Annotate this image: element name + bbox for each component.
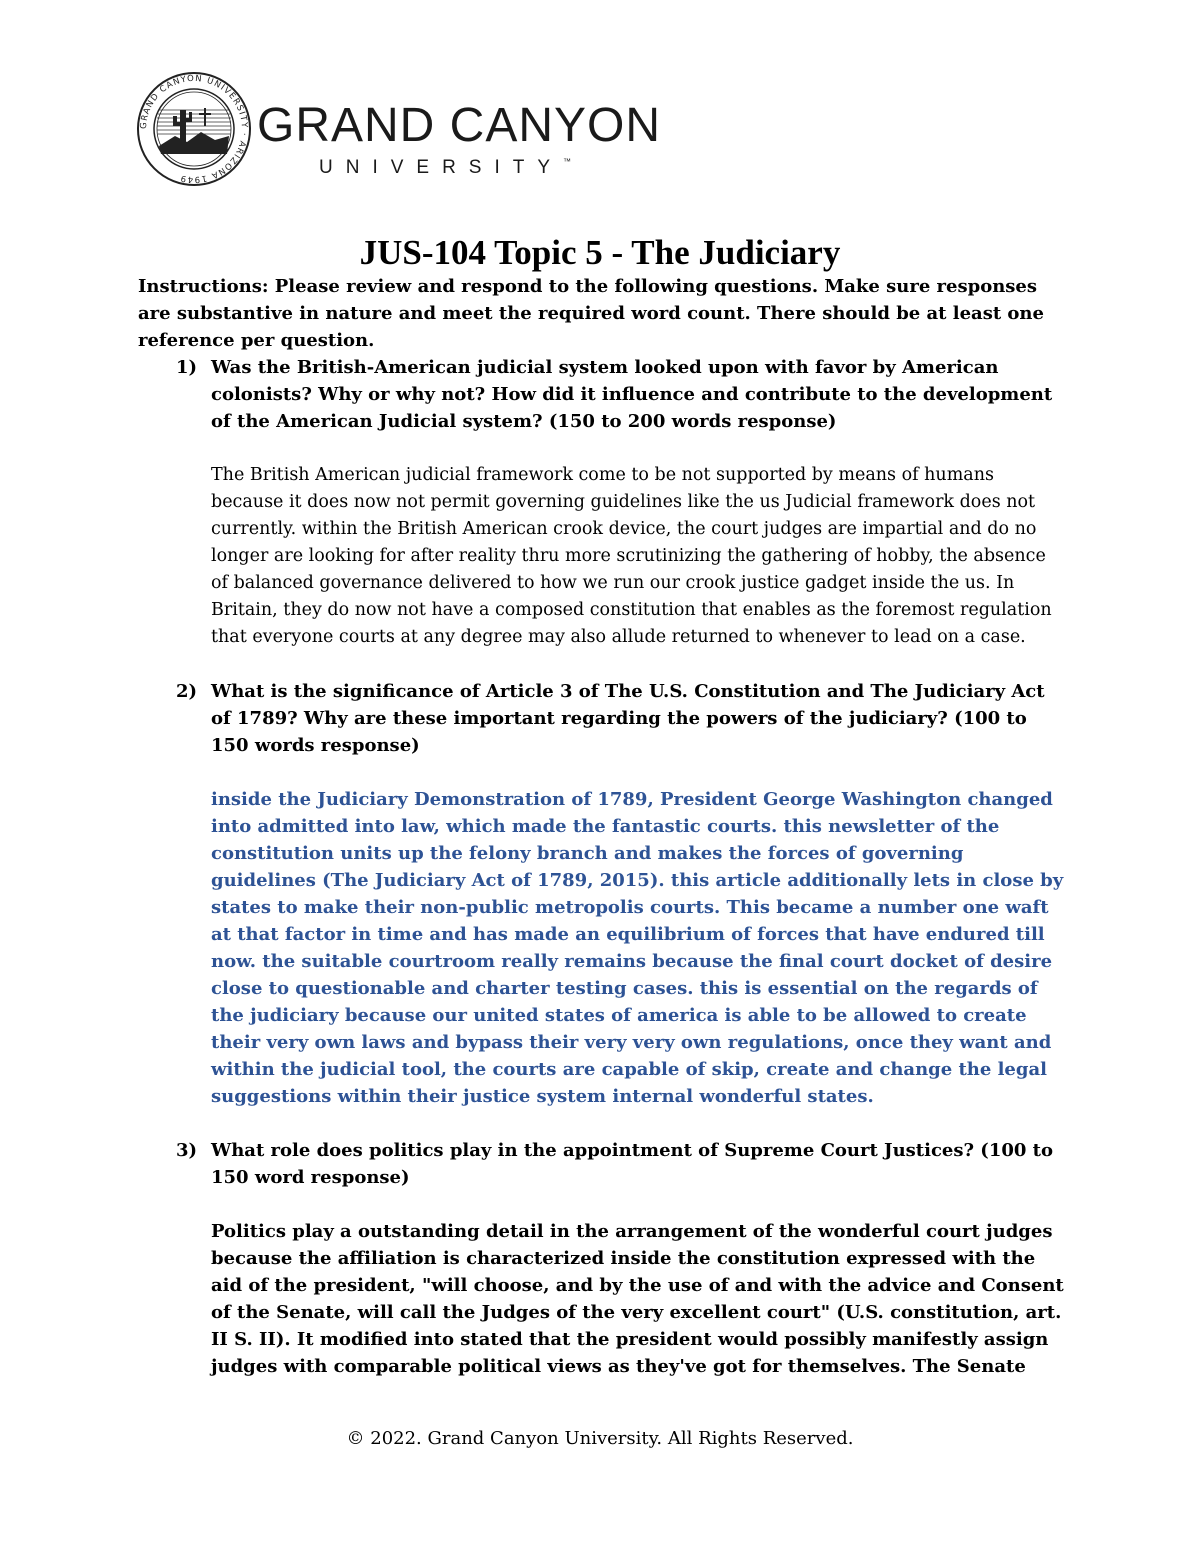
question-number: 2) [176,681,198,702]
question-text: What role does politics play in the appointment of Supreme Court Justices? (100 to 150 word response) [211,1140,1053,1188]
logo-name-bottom: UNIVERSITY™ [319,157,572,178]
university-seal-icon [135,70,253,188]
question-1 [138,354,1068,435]
question-2 [138,678,1068,759]
question-text: What is the significance of Article 3 of The U.S. Constitution and The Judiciary Act of 1789? Why are these important regarding the powers of the judiciary? (100 to 150 words response) [211,681,1045,756]
question-text: Was the British-American judicial system looked upon with favor by American colonists? Why or why not? How did it influence and contribute to the development of the American Judicial system? (150 to 200 words response) [211,357,1053,432]
question-3 [138,1137,1068,1191]
answer-2: inside the Judiciary Demonstration of 1789, President George Washington changed into admitted into law, which made the fantastic courts. this newsletter of the constitution units up the felony branch and makes the forces of governing guidelines (The Judiciary Act of 1789, 2015). this article additionally lets in close by states to make their non-public metropolis courts. This became a number one waft at that factor in time and has made an equilibrium of forces that have endured till now. the suitable courtroom really remains because the final court docket of desire close to questionable and charter testing cases. this is essential on the regards of the judiciary because our united states of america is able to be allowed to create their very own laws and bypass their very very own regulations, once they want and within the judicial tool, the courts are capable of skip, create and change the legal suggestions within their justice system internal wonderful states. [211,789,1064,1107]
copyright-footer: © 2022. Grand Canyon University. All Rights Reserved. [346,1428,854,1449]
question-number: 1) [176,357,198,378]
logo-name-top: GRAND CANYON [257,99,662,152]
document-body [138,273,1068,1380]
question-number: 3) [176,1140,198,1161]
svg-text:GRAND CANYON UNIVERSITY · ARIZ: GRAND CANYON UNIVERSITY · ARIZONA 1949 [138,73,250,185]
instructions: Instructions: Please review and respond to the following questions. Make sure responses are substantive in nature and meet the required word count. There should be at least one reference per question. [138,276,1044,351]
answer-3: Politics play a outstanding detail in the arrangement of the wonderful court judges because the affiliation is characterized inside the constitution expressed with the aid of the president, "will choose, and by the use of and with the advice and Consent of the Senate, will call the Judges of the very excellent court" (U.S. constitution, art. II S. II). It modified into stated that the president would possibly manifestly assign judges with comparable political views as they've got for themselves. The Senate [211,1221,1064,1377]
university-logo [135,70,662,190]
answer-1: The British American judicial framework come to be not supported by means of humans because it does now not permit governing guidelines like the us Judicial framework does not currently. within the British American crook device, the court judges are impartial and do no longer are looking for after reality thru more scrutinizing the gathering of hobby, the absence of balanced governance delivered to how we run our crook justice gadget inside the us. In Britain, they do now not have a composed constitution that enables as the foremost regulation that everyone courts at any degree may also allude returned to whenever to lead on a case. [211,465,1052,647]
document-title: JUS-104 Topic 5 - The Judiciary [359,233,841,272]
